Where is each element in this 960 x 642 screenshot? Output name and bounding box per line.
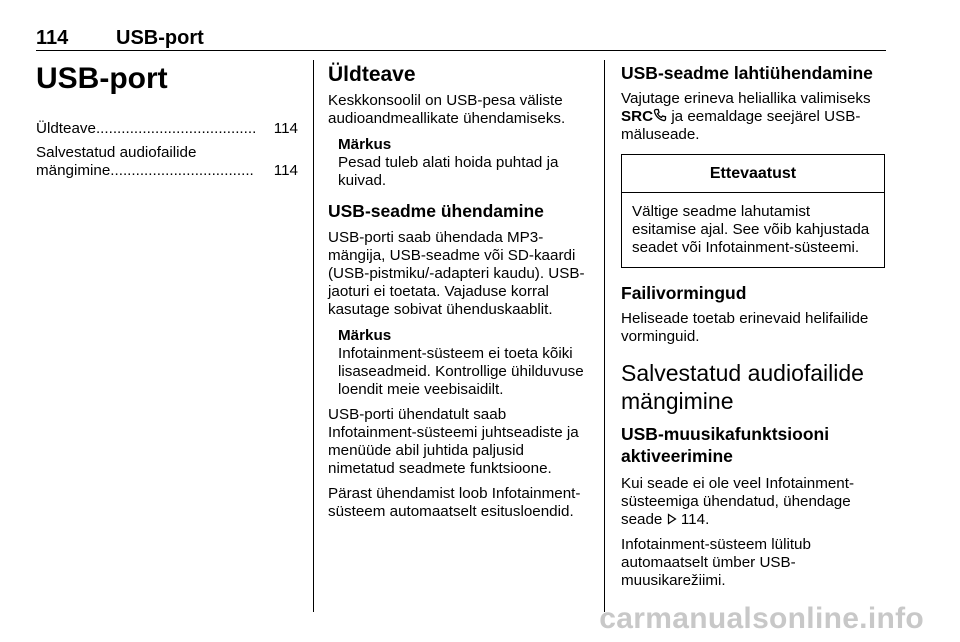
section-heading-activate: USB-muusikafunktsiooni aktiveerimine <box>621 424 830 466</box>
note-box-1 <box>328 136 592 190</box>
warning-text: Vältige seadme lahutamist esitamise ajal. See võib kahjustada seadet või Infotainment-süsteemi. <box>632 203 870 256</box>
running-header: USB-port <box>116 27 204 49</box>
chapter-title: USB-port <box>36 62 168 95</box>
note-title: Märkus <box>338 136 392 153</box>
paragraph-formats: Heliseade toetab erinevaid helifailide vorminguid. <box>621 310 869 345</box>
note-text: Infotainment-süsteem ei toeta kõiki lisaseadmeid. Kontrollige ühilduvuse loendit meie veebisaidilt. <box>338 345 584 398</box>
content-column-2 <box>328 62 592 521</box>
header-rule <box>36 50 886 51</box>
page-reference[interactable]: 114. <box>680 511 710 528</box>
page-number: 114 <box>36 27 69 49</box>
column-divider-2 <box>604 60 605 612</box>
toc-column <box>36 62 298 180</box>
warning-title: Ettevaatust <box>622 155 884 193</box>
content-column-3 <box>621 62 885 590</box>
section-heading-formats: Failivormingud <box>621 283 747 303</box>
watermark: carmanualsonline.info <box>599 602 924 635</box>
toc-entry[interactable] <box>36 144 298 180</box>
paragraph-connect: USB-porti saab ühendada MP3-mängija, USB-seadme või SD-kaardi (USB-pistmiku/-adapteri kaudu). USB-jaoturi ei toetata. Vajaduse korral kasutage sobivat ühenduskaablit. <box>328 229 585 318</box>
note-box-2 <box>328 327 592 399</box>
paragraph-auto-playlists: Pärast ühendamist loob Infotainment-süsteem automaatselt esitusloendid. <box>328 485 581 520</box>
section-heading-general: Üldteave <box>328 63 416 86</box>
triangle-right-icon <box>667 511 677 529</box>
toc-entry-label: mängimine <box>36 162 111 179</box>
paragraph-disconnect: Vajutage erineva heliallika valimiseks SRC ja eemaldage seejärel USB-mäluseade. <box>621 90 871 143</box>
toc-entry-label: Salvestatud audiofailide <box>36 144 197 161</box>
warning-box <box>621 154 885 268</box>
src-button-label: SRC <box>621 108 654 125</box>
note-text: Pesad tuleb alati hoida puhtad ja kuivad. <box>338 154 559 189</box>
section-heading-play: Salvestatud audiofailide mängimine <box>621 360 864 414</box>
toc-entry[interactable] <box>36 120 298 138</box>
section-heading-connect: USB-seadme ühendamine <box>328 201 544 221</box>
toc-leader: .................................. <box>110 162 254 179</box>
paragraph-activate: Kui seade ei ole veel Infotainment-süsteemiga ühendatud, ühendage seade 114. <box>621 475 855 528</box>
paragraph-control: USB-porti ühendatult saab Infotainment-süsteemi juhtseadiste ja menüüde abil juhtida paljusid nimetatud seadmete funktsioone. <box>328 406 579 477</box>
section-heading-disconnect: USB-seadme lahtiühendamine <box>621 63 873 83</box>
note-title: Märkus <box>338 327 392 344</box>
phone-icon <box>653 108 667 126</box>
paragraph-switch: Infotainment-süsteem lülitub automaatselt ümber USB-muusikarežiimi. <box>621 536 811 589</box>
paragraph-general: Keskkonsoolil on USB-pesa väliste audioandmeallikate ühendamiseks. <box>328 92 566 127</box>
toc-entry-page: 114 <box>273 162 298 179</box>
toc-entry-label: Üldteave <box>36 120 96 137</box>
toc-leader: ...................................... <box>95 120 257 137</box>
column-divider-1 <box>313 60 314 612</box>
toc-entry-page: 114 <box>273 120 298 137</box>
